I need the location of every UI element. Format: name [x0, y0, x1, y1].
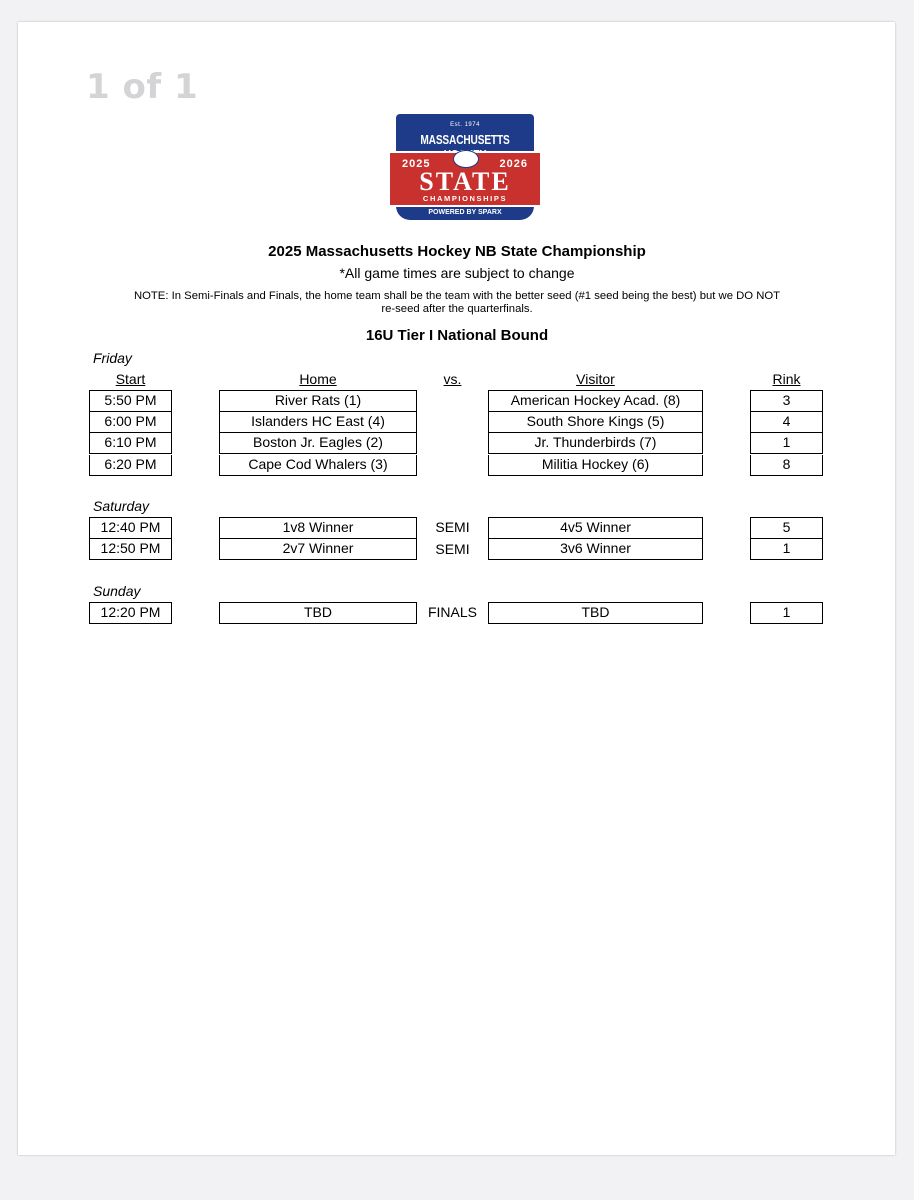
game-home-cell: Boston Jr. Eagles (2) [219, 433, 417, 454]
game-home-cell: 2v7 Winner [219, 539, 417, 560]
note-line-2: re-seed after the quarterfinals. [381, 303, 533, 315]
column-header-home: Home [299, 371, 337, 387]
game-home-cell: TBD [219, 602, 417, 624]
game-round-label: SEMI [435, 540, 470, 557]
page-indicator: 1 of 1 [86, 67, 199, 107]
logo-powered: POWERED BY SPARX [428, 209, 502, 216]
game-visitor-cell: South Shore Kings (5) [488, 412, 703, 433]
day-label-sunday: Sunday [93, 583, 141, 599]
game-visitor-cell: Militia Hockey (6) [488, 455, 703, 476]
game-rink-cell: 4 [750, 412, 823, 433]
game-home-cell: 1v8 Winner [219, 517, 417, 539]
column-header-visitor: Visitor [576, 371, 615, 387]
game-rink-cell: 8 [750, 455, 823, 476]
game-start-cell: 5:50 PM [89, 390, 172, 412]
logo-year-left: 2025 [402, 158, 431, 170]
column-header-vs: vs. [443, 371, 462, 387]
game-rink-cell: 3 [750, 390, 823, 412]
page-subtitle: *All game times are subject to change [339, 265, 575, 281]
column-header-rink: Rink [772, 371, 801, 387]
game-visitor-cell: TBD [488, 602, 703, 624]
game-round-label: SEMI [435, 519, 470, 535]
game-start-cell: 12:40 PM [89, 517, 172, 539]
logo-est: Est. 1974 [450, 122, 480, 128]
game-start-cell: 6:20 PM [89, 455, 172, 476]
logo-championships: CHAMPIONSHIPS [422, 194, 508, 203]
game-rink-cell: 1 [750, 433, 823, 454]
logo-year-right: 2026 [499, 158, 528, 170]
game-start-cell: 6:00 PM [89, 412, 172, 433]
game-rink-cell: 1 [750, 539, 823, 560]
game-start-cell: 12:50 PM [89, 539, 172, 560]
seeding-note [0, 290, 914, 316]
column-header-start: Start [115, 371, 146, 387]
game-rink-cell: 1 [750, 602, 823, 624]
game-start-cell: 12:20 PM [89, 602, 172, 624]
note-line-1: NOTE: In Semi-Finals and Finals, the home team shall be the team with the better seed (#1 seed being the best) but we DO NOT [133, 290, 781, 302]
division-title: 16U Tier I National Bound [365, 327, 549, 344]
game-rink-cell: 5 [750, 517, 823, 539]
game-home-cell: River Rats (1) [219, 390, 417, 412]
game-visitor-cell: Jr. Thunderbirds (7) [488, 433, 703, 454]
game-home-cell: Cape Cod Whalers (3) [219, 455, 417, 476]
game-home-cell: Islanders HC East (4) [219, 412, 417, 433]
logo-state: STATE [419, 167, 511, 196]
day-label-friday: Friday [93, 350, 132, 366]
page-title: 2025 Massachusetts Hockey NB State Championship [268, 243, 646, 260]
logo-badge-icon [453, 150, 479, 168]
game-visitor-cell: 4v5 Winner [488, 517, 703, 539]
game-start-cell: 6:10 PM [89, 433, 172, 454]
game-round-label: FINALS [427, 604, 477, 620]
game-visitor-cell: American Hockey Acad. (8) [488, 390, 703, 412]
massachusetts-hockey-logo [388, 114, 542, 220]
logo-org: MASSACHUSETTS [420, 132, 510, 147]
game-visitor-cell: 3v6 Winner [488, 539, 703, 560]
day-label-saturday: Saturday [93, 498, 150, 514]
